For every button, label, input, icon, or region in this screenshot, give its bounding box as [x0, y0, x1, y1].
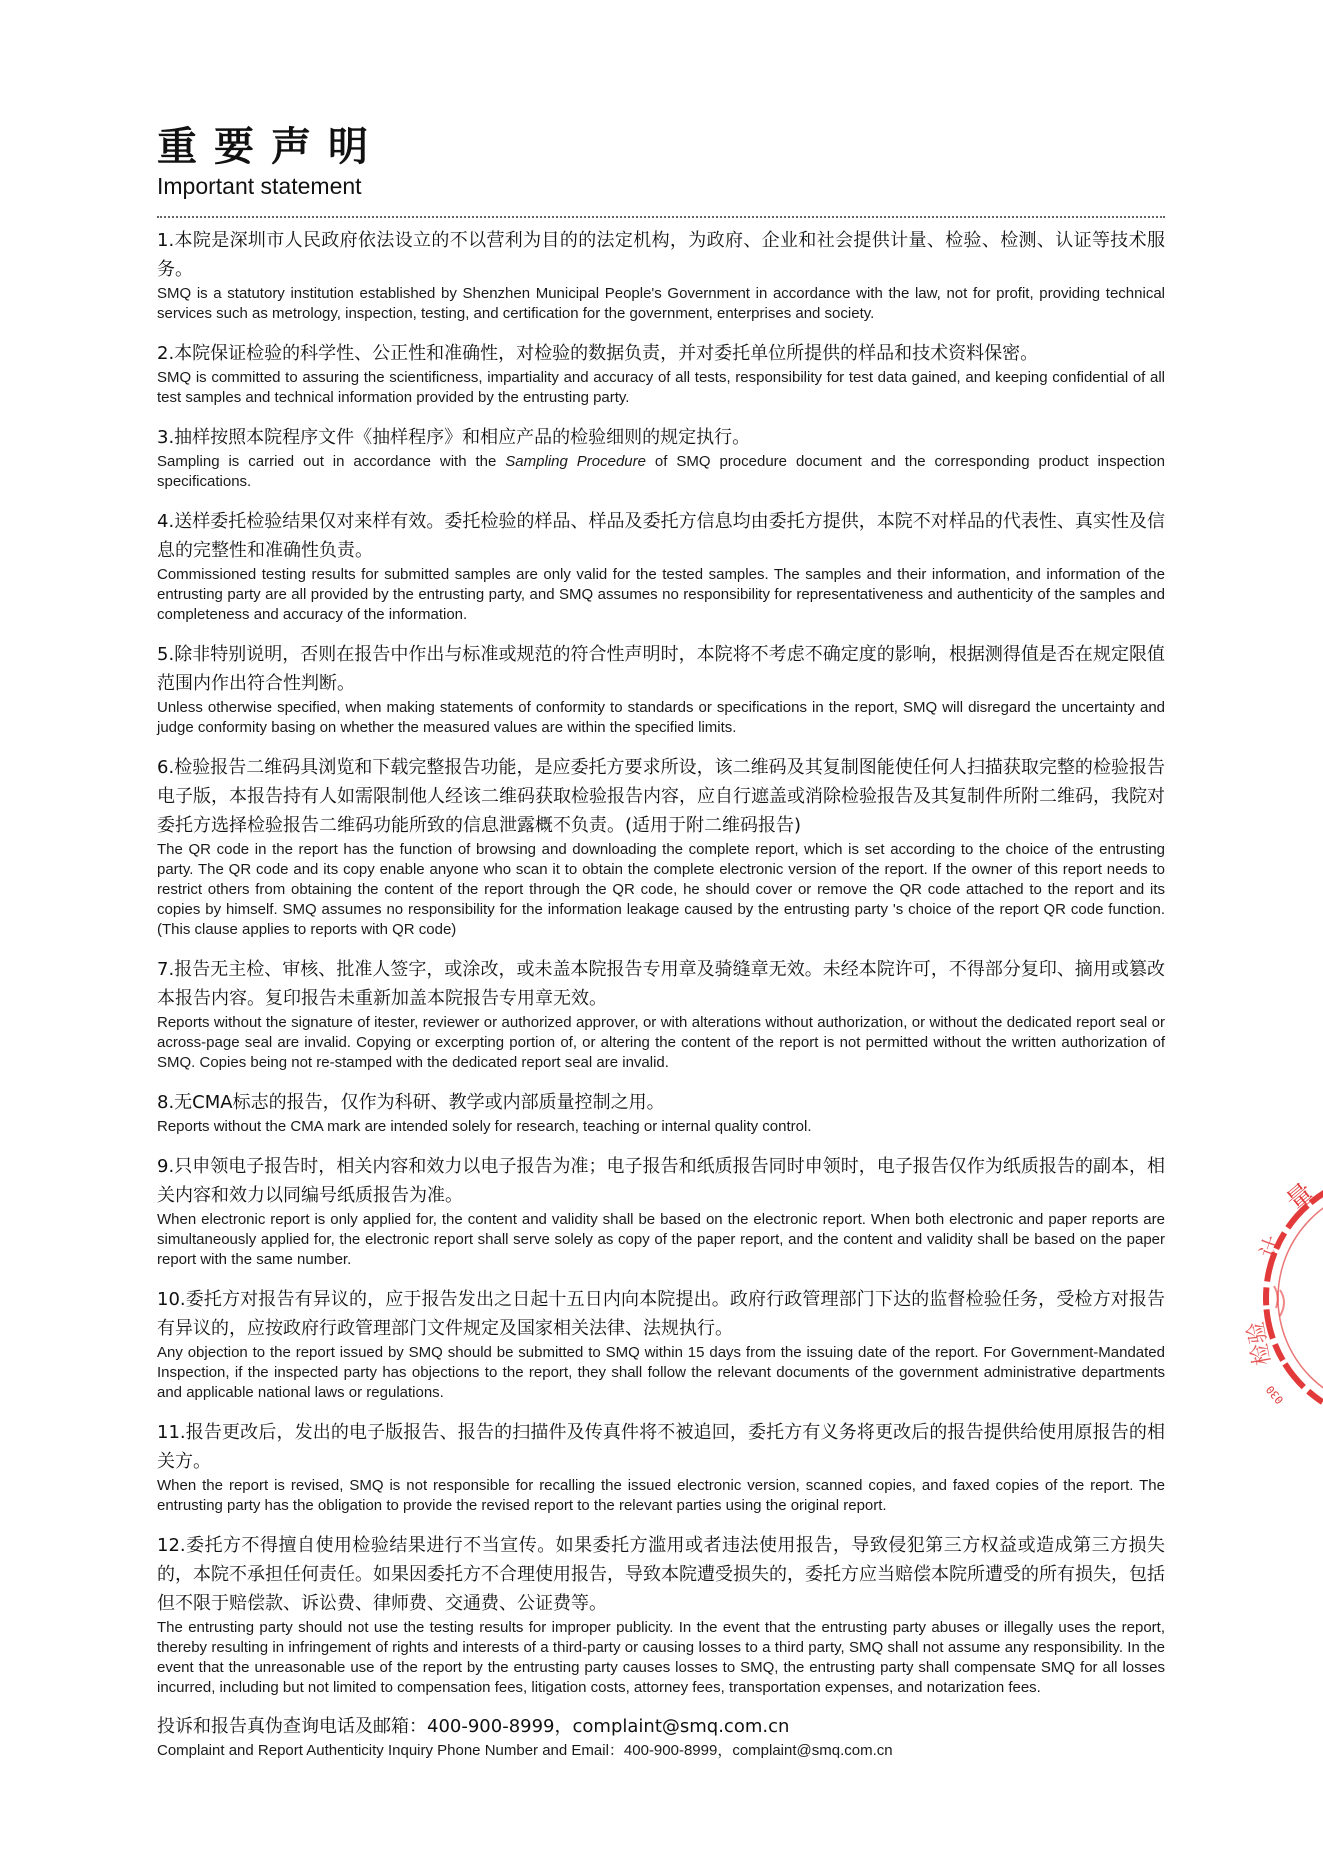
- statement-item-12: [157, 1531, 1165, 1698]
- statement-item-2: [157, 339, 1165, 408]
- statement-en: Commissioned testing results for submitted samples are only valid for the tested samples. The samples and their information, and information of the entrusting party are all provided by the entrusting party, and SMQ assumes no responsibility for representativeness and authenticity of the samples and completeness and accuracy of the information.: [157, 566, 1165, 623]
- red-seal-stamp-icon: [1243, 1168, 1323, 1428]
- statement-cn: 4.送样委托检验结果仅对来样有效。委托检验的样品、样品及委托方信息均由委托方提供，本院不对样品的代表性、真实性及信息的完整性和准确性负责。: [157, 511, 1165, 561]
- statement-en: When the report is revised, SMQ is not responsible for recalling the issued electronic version, scanned copies, and faxed copies of the report. The entrusting party has the obligation to provide the revised report to the relevant parties using the original report.: [157, 1477, 1165, 1514]
- statement-item-7: [157, 955, 1165, 1073]
- statement-item-1: [157, 226, 1165, 324]
- statement-en: Unless otherwise specified, when making statements of conformity to standards or specifications in the report, SMQ will disregard the uncertainty and judge conformity basing on whether the measured values are within the specified limits.: [157, 699, 1165, 736]
- contact-footer: [157, 1713, 1165, 1761]
- statement-en: Any objection to the report issued by SMQ should be submitted to SMQ within 15 days from the issuing date of the report. For Government-Mandated Inspection, if the inspected party has objections to the report, they shall follow the relevant documents of the government administrative departments and applicable national laws or regulations.: [157, 1344, 1165, 1401]
- statement-item-11: [157, 1418, 1165, 1516]
- statement-cn: 5.除非特别说明，否则在报告中作出与标准或规范的符合性声明时，本院将不考虑不确定度的影响，根据测得值是否在规定限值范围内作出符合性判断。: [157, 644, 1165, 694]
- statement-item-10: [157, 1285, 1165, 1403]
- statement-item-5: [157, 640, 1165, 738]
- statement-en-pre: Sampling is carried out in accordance with the: [157, 453, 506, 470]
- statement-en-post: of SMQ procedure document and the corresponding product inspection specifications.: [157, 453, 1165, 490]
- important-statement-page: [157, 122, 1165, 1761]
- sampling-procedure-title: Sampling Procedure: [505, 453, 646, 470]
- statement-cn: 8.无CMA标志的报告，仅作为科研、教学或内部质量控制之用。: [157, 1092, 665, 1113]
- statement-cn: 10.委托方对报告有异议的，应于报告发出之日起十五日内向本院提出。政府行政管理部门下达的监督检验任务，受检方对报告有异议的，应按政府行政管理部门文件规定及国家相关法律、法规执行。: [157, 1289, 1165, 1339]
- statement-en: Reports without the signature of itester, reviewer or authorized approver, or with alterations without authorization, or without the dedicated report seal or across-page seal are invalid. Copying or excerpting portion of, or altering the content of the report is not permitted without the written authorization of SMQ. Copies being not re-stamped with the dedicated report seal are invalid.: [157, 1014, 1165, 1071]
- statement-cn: 9.只申领电子报告时，相关内容和效力以电子报告为准；电子报告和纸质报告同时申领时，电子报告仅作为纸质报告的副本，相关内容和效力以同编号纸质报告为准。: [157, 1156, 1165, 1206]
- statement-en: When electronic report is only applied for, the content and validity shall be based on the electronic report. When both electronic and paper reports are simultaneously applied for, the electronic report shall serve solely as copy of the paper report, and the content and validity shall be based on the paper report with the same number.: [157, 1211, 1165, 1268]
- statement-list: [157, 226, 1165, 1698]
- svg-text:计: 计: [1256, 1232, 1288, 1263]
- contact-cn: 投诉和报告真伪查询电话及邮箱：400-900-8999，complaint@smq.com.cn: [157, 1716, 790, 1737]
- statement-en: SMQ is a statutory institution established by Shenzhen Municipal People's Government in accordance with the law, not for profit, providing technical services such as metrology, inspection, testing, and certification for the government, enterprises and society.: [157, 285, 1165, 322]
- statement-cn: 3.抽样按照本院程序文件《抽样程序》和相应产品的检验细则的规定执行。: [157, 427, 751, 448]
- statement-cn: 7.报告无主检、审核、批准人签字，或涂改，或未盖本院报告专用章及骑缝章无效。未经本院许可，不得部分复印、摘用或篡改本报告内容。复印报告未重新加盖本院报告专用章无效。: [157, 959, 1165, 1009]
- statement-item-3: [157, 423, 1165, 492]
- statement-en: Reports without the CMA mark are intended solely for research, teaching or internal quality control.: [157, 1118, 812, 1135]
- svg-text:检验: 检验: [1243, 1319, 1276, 1368]
- page-title-en: Important statement: [157, 173, 362, 199]
- statement-item-6: [157, 753, 1165, 940]
- statement-cn: 11.报告更改后，发出的电子版报告、报告的扫描件及传真件将不被追回，委托方有义务将更改后的报告提供给使用原报告的相关方。: [157, 1422, 1165, 1472]
- statement-item-8: [157, 1088, 1165, 1137]
- statement-cn: 1.本院是深圳市人民政府依法设立的不以营利为目的的法定机构，为政府、企业和社会提供计量、检验、检测、认证等技术服务。: [157, 230, 1165, 280]
- svg-text:030: 030: [1263, 1382, 1287, 1407]
- title-divider: [157, 216, 1165, 218]
- statement-cn: 6.检验报告二维码具浏览和下载完整报告功能，是应委托方要求所设，该二维码及其复制图能使任何人扫描获取完整的检验报告电子版，本报告持有人如需限制他人经该二维码获取检验报告内容，应自行遮盖或消除检验报告及其复制件所附二维码，我院对委托方选择检验报告二维码功能所致的信息泄露概不负责。(适用于附二维码报告): [157, 757, 1165, 836]
- svg-text:量: 量: [1281, 1177, 1321, 1218]
- statement-cn: 2.本院保证检验的科学性、公正性和准确性，对检验的数据负责，并对委托单位所提供的样品和技术资料保密。: [157, 343, 1039, 364]
- statement-en: The entrusting party should not use the testing results for improper publicity. In the event that the entrusting party abuses or illegally uses the report, thereby resulting in infringement of rights and interests of a third-party or causing losses to a third party, SMQ shall not assume any responsibility. In the event that the unreasonable use of the report by the entrusting party causes losses to SMQ, the entrusting party shall compensate SMQ for all losses incurred, including but not limited to compensation fees, litigation costs, attorney fees, transportation expenses, and notarization fees.: [157, 1619, 1165, 1696]
- statement-en: The QR code in the report has the function of browsing and downloading the complete report, which is set according to the choice of the entrusting party. The QR code and its copy enable anyone who scan it to obtain the complete electronic version of the report. If the owner of this report needs to restrict others from obtaining the content of the report through the QR code, he should cover or remove the QR code attached to the report and its copies by himself. SMQ assumes no responsibility for the information leakage caused by the entrusting party 's choice of the report QR code function. (This clause applies to reports with QR code): [157, 841, 1165, 938]
- statement-en: SMQ is committed to assuring the scientificness, impartiality and accuracy of all tests, responsibility for test data gained, and keeping confidential of all test samples and technical information provided by the entrusting party.: [157, 369, 1165, 406]
- statement-item-9: [157, 1152, 1165, 1270]
- page-title-cn: 重要声明: [157, 124, 385, 170]
- statement-item-4: [157, 507, 1165, 625]
- contact-en: Complaint and Report Authenticity Inquiry Phone Number and Email：400-900-8999，complaint@smq.com.cn: [157, 1742, 893, 1759]
- statement-cn: 12.委托方不得擅自使用检验结果进行不当宣传。如果委托方滥用或者违法使用报告，导致侵犯第三方权益或造成第三方损失的，本院不承担任何责任。如果因委托方不合理使用报告，导致本院遭受损失的，委托方应当赔偿本院所遭受的所有损失，包括但不限于赔偿款、诉讼费、律师费、交通费、公证费等。: [157, 1535, 1165, 1614]
- statement-en: [157, 452, 1165, 492]
